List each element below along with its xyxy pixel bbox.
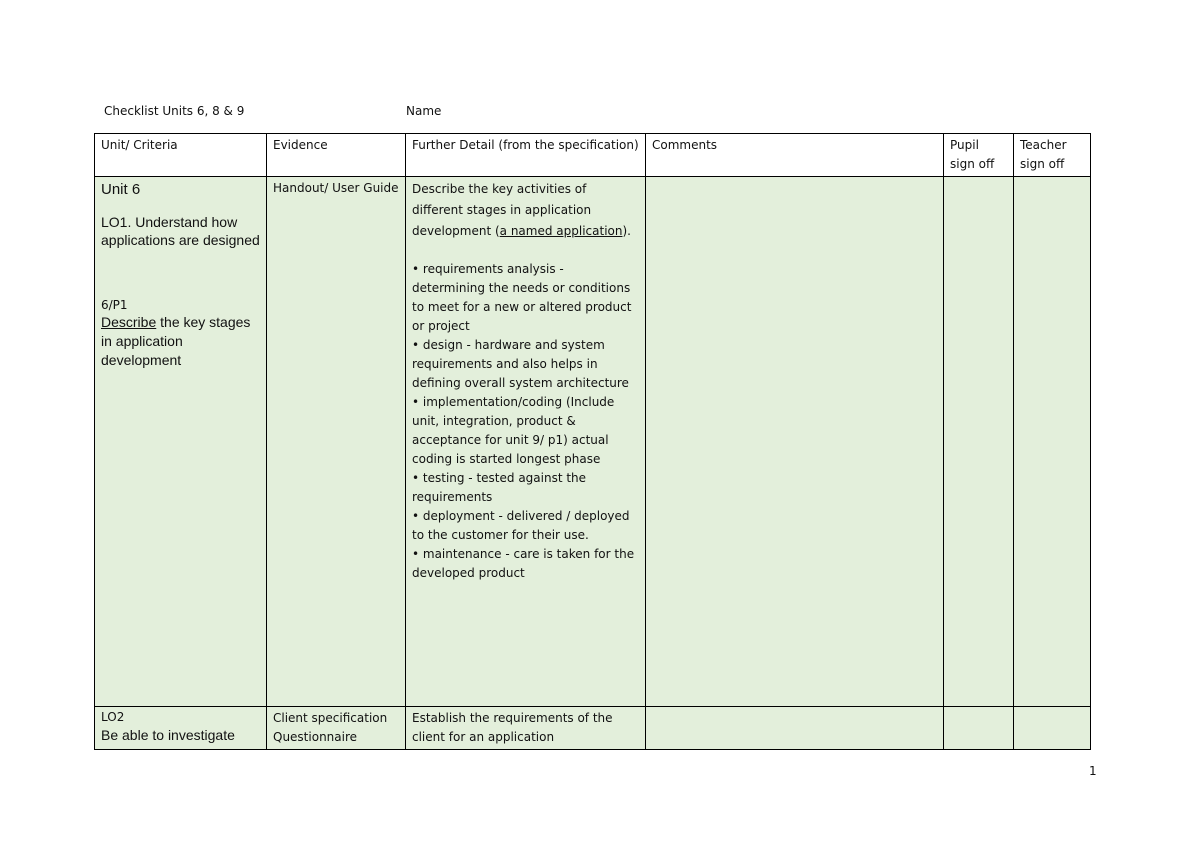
checklist-table: [94, 133, 1091, 750]
teacher-sign-off-cell: [1014, 177, 1091, 707]
page-number: 1: [1089, 764, 1097, 778]
unit-criteria-cell: [95, 177, 267, 707]
evidence-cell: Handout/ User Guide: [267, 177, 406, 707]
document-header: [104, 104, 1104, 120]
detail-intro: Describe the key activities of different stages in application development (a named application).: [412, 182, 631, 238]
pupil-sign-off-cell: [944, 177, 1014, 707]
learning-outcome: LO1. Understand how applications are designed: [101, 214, 260, 248]
criterion-rest: the key stages in application development: [101, 314, 251, 368]
criterion-code: 6/P1: [101, 298, 128, 312]
unit-title: Unit 6: [101, 181, 141, 198]
criterion-verb: Describe: [101, 314, 157, 330]
named-application-text: a named application: [499, 224, 623, 238]
criterion-description: [101, 313, 260, 370]
teacher-sign-off-cell: [1014, 707, 1091, 750]
comments-cell: [646, 177, 944, 707]
detail-bullet: • implementation/coding (Include unit, integration, product & acceptance for unit 9/ p1) actual coding is started longest phase: [412, 395, 615, 466]
col-header-unit-criteria: Unit/ Criteria: [95, 134, 267, 177]
col-header-further-detail: Further Detail (from the specification): [406, 134, 646, 177]
detail-bullet: • deployment - delivered / deployed to the customer for their use.: [412, 509, 630, 542]
col-header-teacher-sign-off: Teacher sign off: [1014, 134, 1091, 177]
unit-criteria-cell: [95, 707, 267, 750]
document-title: Checklist Units 6, 8 & 9: [104, 104, 245, 118]
detail-bullet: • maintenance - care is taken for the developed product: [412, 547, 635, 580]
learning-outcome-code: LO2: [101, 710, 125, 724]
detail-bullet: • design - hardware and system requirements and also helps in defining overall system architecture: [412, 338, 629, 390]
col-header-evidence: Evidence: [267, 134, 406, 177]
learning-outcome: Be able to investigate: [101, 727, 235, 743]
evidence-cell: Client specification Questionnaire: [267, 707, 406, 750]
detail-bullet: • testing - tested against the requirements: [412, 471, 587, 504]
pupil-sign-off-cell: [944, 707, 1014, 750]
further-detail-cell: [406, 177, 646, 707]
comments-cell: [646, 707, 944, 750]
detail-bullet: • requirements analysis - determining the needs or conditions to meet for a new or altered product or project: [412, 262, 632, 333]
further-detail-cell: Establish the requirements of the client for an application: [406, 707, 646, 750]
name-label: Name: [406, 104, 442, 118]
col-header-pupil-sign-off: Pupil sign off: [944, 134, 1014, 177]
col-header-comments: Comments: [646, 134, 944, 177]
table-row: [95, 707, 1091, 750]
table-row: [95, 177, 1091, 707]
table-header-row: [95, 134, 1091, 177]
